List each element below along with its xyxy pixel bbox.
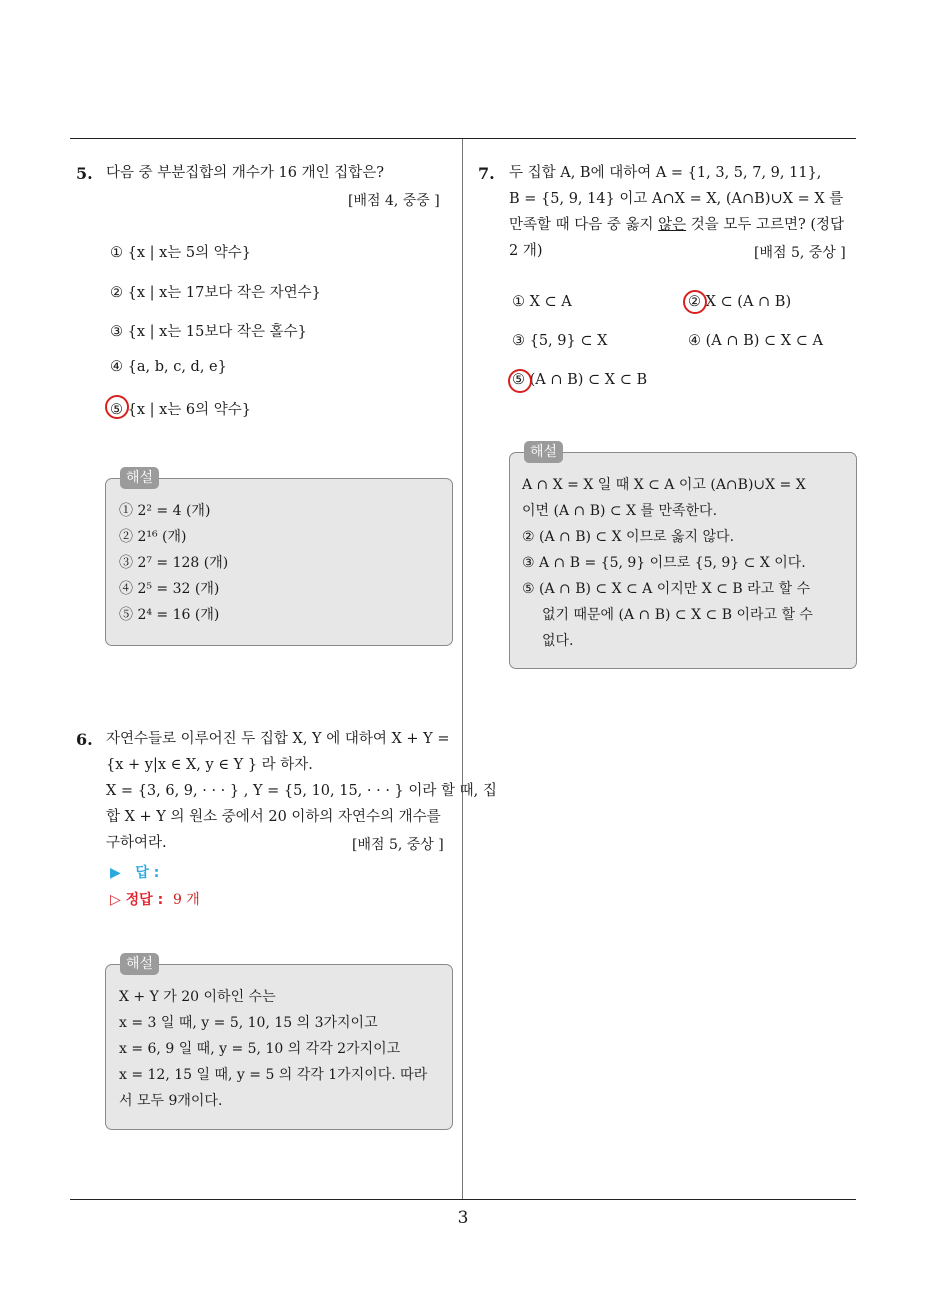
question-text: 다음 중 부분집합의 개수가 16 개인 집합은? [106, 165, 384, 181]
solution-tab: 해설 [120, 953, 159, 975]
question-number: 6. [76, 730, 93, 749]
solution-line: 없기 때문에 (A ∩ B) ⊂ X ⊂ B 이라고 할 수 [542, 607, 813, 623]
solution-line: 없다. [542, 633, 574, 649]
choice-1[interactable]: ① X ⊂ A [512, 294, 572, 310]
solution-line: ③ A ∩ B = {5, 9} 이므로 {5, 9} ⊂ X 이다. [522, 555, 806, 571]
correct-answer-row [110, 889, 200, 909]
question-text-part: 것을 모두 고르면? (정답 [690, 217, 845, 233]
choice-5[interactable]: ⑤ {x | x는 6의 약수} [110, 402, 251, 418]
question-number: 7. [478, 164, 495, 183]
question-number: 5. [76, 164, 93, 183]
question-text-line: 2 개) [509, 243, 543, 259]
choice-4[interactable]: ④ {a, b, c, d, e} [110, 359, 227, 375]
score-meta: [배점 5, 중상 ] [754, 245, 846, 261]
solution-tab: 해설 [524, 441, 563, 463]
score-meta: [배점 5, 중상 ] [352, 837, 444, 853]
question-text-line: X = {3, 6, 9, · · · } , Y = {5, 10, 15, · · · } 이라 할 때, 집 [106, 783, 497, 799]
score-meta: [배점 4, 중중 ] [348, 193, 440, 209]
question-text-line: {x + y|x ∈ X, y ∈ Y } 라 하자. [106, 757, 313, 773]
choice-2[interactable]: ② X ⊂ (A ∩ B) [688, 294, 792, 310]
correct-arrow-icon: ▷ [110, 892, 121, 908]
question-text-line: B = {5, 9, 14} 이고 A∩X = X, (A∩B)∪X = X 를 [509, 191, 844, 207]
bottom-rule [70, 1199, 856, 1200]
question-text-line: 합 X + Y 의 원소 중에서 20 이하의 자연수의 개수를 [106, 809, 441, 825]
solution-line: 서 모두 9개이다. [119, 1093, 223, 1109]
correct-label: 정답 : [125, 892, 164, 908]
choice-5[interactable]: ⑤ (A ∩ B) ⊂ X ⊂ B [512, 372, 648, 388]
answer-label: 답 : [135, 865, 160, 881]
solution-tab: 해설 [120, 467, 159, 489]
solution-line: x = 12, 15 일 때, y = 5 의 각각 1가지이다. 따라 [119, 1067, 428, 1083]
choice-2[interactable]: ② {x | x는 17보다 작은 자연수} [110, 285, 321, 301]
solution-line: X + Y 가 20 이하인 수는 [119, 989, 276, 1005]
solution-line: A ∩ X = X 일 때 X ⊂ A 이고 (A∩B)∪X = X [522, 477, 806, 493]
top-rule [70, 138, 856, 139]
solution-line: ③ 2⁷ = 128 (개) [119, 555, 229, 571]
correct-value: 9 개 [172, 892, 200, 908]
answer-arrow-icon: ▶ [110, 865, 121, 881]
column-divider [462, 139, 463, 1199]
solution-line: ② 2¹⁶ (개) [119, 529, 187, 545]
selected-answer-circle [105, 395, 129, 419]
selected-answer-circle [508, 369, 532, 393]
solution-line: ⑤ 2⁴ = 16 (개) [119, 607, 220, 623]
answer-row [110, 862, 159, 882]
solution-line: ④ 2⁵ = 32 (개) [119, 581, 220, 597]
question-text-line: 자연수들로 이루어진 두 집합 X, Y 에 대하여 X + Y = [106, 731, 450, 747]
question-text-line: 두 집합 A, B에 대하여 A = {1, 3, 5, 7, 9, 11}, [509, 165, 822, 181]
solution-line: x = 3 일 때, y = 5, 10, 15 의 3가지이고 [119, 1015, 378, 1031]
solution-line: ② (A ∩ B) ⊂ X 이므로 옳지 않다. [522, 529, 735, 545]
choice-3[interactable]: ③ {x | x는 15보다 작은 홀수} [110, 324, 307, 340]
solution-line: ⑤ (A ∩ B) ⊂ X ⊂ A 이지만 X ⊂ B 라고 할 수 [522, 581, 811, 597]
page-number: 3 [457, 1208, 469, 1228]
choice-4[interactable]: ④ (A ∩ B) ⊂ X ⊂ A [688, 333, 823, 349]
choice-3[interactable]: ③ {5, 9} ⊂ X [512, 333, 608, 349]
choice-1[interactable]: ① {x | x는 5의 약수} [110, 245, 251, 261]
solution-line: ① 2² = 4 (개) [119, 503, 211, 519]
question-text-line: 구하여라. [106, 835, 167, 851]
solution-line: x = 6, 9 일 때, y = 5, 10 의 각각 2가지이고 [119, 1041, 401, 1057]
underlined-word: 않은 [658, 217, 687, 233]
solution-line: 이면 (A ∩ B) ⊂ X 를 만족한다. [522, 503, 718, 519]
question-text-part: 만족할 때 다음 중 옳지 [509, 217, 654, 233]
selected-answer-circle [683, 290, 707, 314]
question-text-line [509, 212, 844, 238]
